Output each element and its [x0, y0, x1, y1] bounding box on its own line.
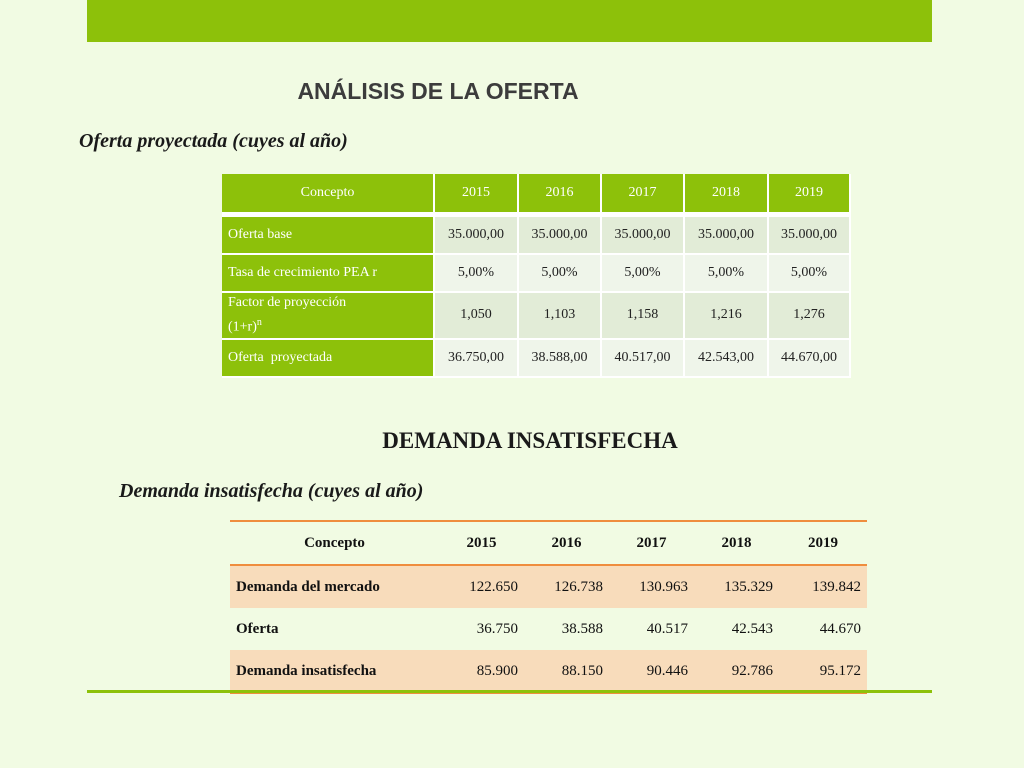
header-cell: 2016 — [519, 174, 602, 214]
table-cell: 130.963 — [609, 564, 694, 608]
header-cell: Concepto — [304, 534, 365, 551]
header-cell: 2016 — [551, 534, 582, 551]
table-cell: 36.750,00 — [435, 340, 519, 378]
demanda-header-row — [230, 522, 867, 564]
table-cell: 38.588,00 — [519, 340, 602, 378]
table-row — [222, 214, 851, 255]
row-label: Oferta base — [222, 214, 435, 255]
header-cell: 2015 — [435, 174, 519, 214]
table-cell: 40.517 — [646, 620, 688, 637]
header-cell: 2015 — [466, 534, 497, 551]
table-cell: 1,276 — [769, 293, 851, 340]
row-label: Demanda insatisfecha — [230, 650, 439, 692]
table-cell: 88.150 — [524, 650, 609, 692]
subtitle-oferta-proyectada: Oferta proyectada (cuyes al año) — [79, 130, 348, 152]
table-cell: 1,050 — [435, 293, 519, 340]
table-cell: 5,00% — [602, 255, 685, 293]
section-title-demanda: DEMANDA INSATISFECHA — [382, 428, 678, 453]
table-cell: 5,00% — [685, 255, 769, 293]
header-cell: Concepto — [222, 174, 435, 214]
table-cell: 35.000,00 — [685, 214, 769, 255]
table-cell: 35.000,00 — [435, 214, 519, 255]
table-cell: 35.000,00 — [769, 214, 851, 255]
table-cell: 35.000,00 — [519, 214, 602, 255]
table-cell: 122.650 — [439, 564, 524, 608]
header-cell: 2019 — [808, 534, 838, 551]
table-cell: 36.750 — [476, 620, 518, 637]
header-cell: 2017 — [602, 174, 685, 214]
table-cell: 139.842 — [779, 564, 867, 608]
row-label-line1: Factor de proyección — [228, 295, 347, 310]
table-row — [222, 293, 851, 340]
bottom-accent-line — [87, 690, 932, 693]
table-cell: 5,00% — [519, 255, 602, 293]
table-row — [222, 255, 851, 293]
table-cell: 1,216 — [685, 293, 769, 340]
demanda-table — [230, 520, 867, 694]
table-cell: 5,00% — [435, 255, 519, 293]
table-cell: 35.000,00 — [602, 214, 685, 255]
table-cell: 85.900 — [439, 650, 524, 692]
row-label-exponent: n — [256, 317, 262, 328]
row-label: Tasa de crecimiento PEA r — [222, 255, 435, 293]
table-cell: 40.517,00 — [602, 340, 685, 378]
table-row — [230, 564, 867, 608]
row-label: Oferta — [236, 620, 279, 637]
header-cell: 2018 — [721, 534, 752, 551]
row-label: Demanda del mercado — [230, 564, 439, 608]
table-cell: 92.786 — [694, 650, 779, 692]
table-cell: 44.670,00 — [769, 340, 851, 378]
table-cell: 90.446 — [609, 650, 694, 692]
oferta-table — [222, 174, 851, 378]
header-cell: 2017 — [636, 534, 667, 551]
table-cell: 38.588 — [561, 620, 603, 637]
row-label-line2: (1+r) — [228, 319, 257, 335]
table-cell: 126.738 — [524, 564, 609, 608]
table-cell: 42.543 — [731, 620, 773, 637]
header-cell: 2018 — [685, 174, 769, 214]
table-row — [222, 340, 851, 378]
table-cell: 1,103 — [519, 293, 602, 340]
oferta-header-row — [222, 174, 851, 214]
section-title-oferta: ANÁLISIS DE LA OFERTA — [297, 78, 579, 104]
table-row — [230, 650, 867, 692]
table-cell: 95.172 — [779, 650, 867, 692]
top-accent-bar — [87, 0, 932, 42]
table-cell: 5,00% — [769, 255, 851, 293]
table-cell: 44.670 — [819, 620, 861, 637]
row-label: Oferta proyectada — [222, 340, 435, 378]
subtitle-demanda-insatisfecha: Demanda insatisfecha (cuyes al año) — [119, 480, 424, 502]
table-cell: 135.329 — [694, 564, 779, 608]
table-cell: 42.543,00 — [685, 340, 769, 378]
table-cell: 1,158 — [602, 293, 685, 340]
header-cell: 2019 — [769, 174, 851, 214]
row-label — [222, 293, 435, 340]
table-row — [230, 608, 867, 650]
